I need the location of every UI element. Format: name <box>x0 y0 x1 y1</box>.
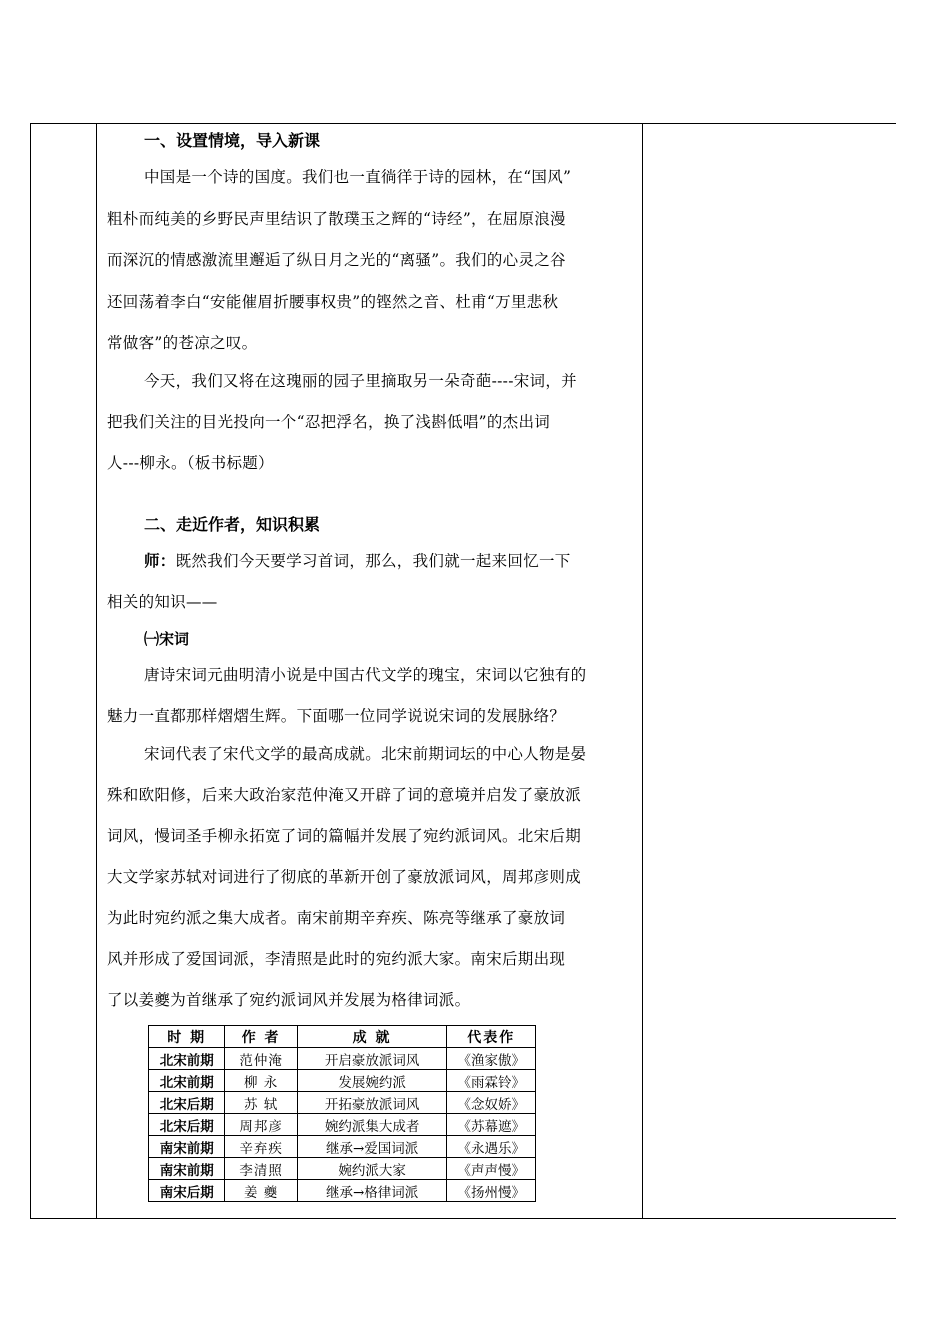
para2-line: 殊和欧阳修，后来大政治家范仲淹又开辟了词的意境并启发了豪放派 <box>107 786 582 804</box>
table-header-cell: 成 就 <box>297 1026 447 1048</box>
table-header-cell: 作 者 <box>225 1026 297 1048</box>
frame-column-divider-2 <box>642 123 643 1219</box>
table-row <box>149 1180 536 1202</box>
teacher-line <box>144 549 571 571</box>
achievement-cell: 发展婉约派 <box>297 1070 447 1092</box>
para2-line: 宋词代表了宋代文学的最高成就。北宋前期词坛的中心人物是晏 <box>144 745 587 763</box>
frame-left-border <box>30 123 31 1219</box>
section1-line: 还回荡着李白“安能催眉折腰事权贵”的铿然之音、杜甫“万里悲秋 <box>107 293 559 311</box>
table-header-cell: 代表作 <box>447 1026 536 1048</box>
teacher-label: 师： <box>144 552 176 570</box>
frame-top-border <box>30 123 896 124</box>
table-header-row <box>149 1026 536 1048</box>
table-row <box>149 1158 536 1180</box>
work-cell: 《声声慢》 <box>447 1158 536 1180</box>
para2-line: 词风，慢词圣手柳永拓宽了词的篇幅并发展了宛约派词风。北宋后期 <box>107 827 582 845</box>
author-cell: 柳 永 <box>225 1070 297 1092</box>
para2-line: 风并形成了爱国词派，李清照是此时的宛约派大家。南宋后期出现 <box>107 950 566 968</box>
para2-line: 为此时宛约派之集大成者。南宋前期辛弃疾、陈亮等继承了豪放词 <box>107 909 566 927</box>
author-cell: 姜 夔 <box>225 1180 297 1202</box>
period-cell: 南宋前期 <box>149 1136 225 1158</box>
section1-heading: 一、设置情境，导入新课 <box>144 131 321 150</box>
author-cell: 辛弃疾 <box>225 1136 297 1158</box>
work-cell: 《永遇乐》 <box>447 1136 536 1158</box>
achievement-cell: 继承→格律词派 <box>297 1180 447 1202</box>
section2-heading: 二、走近作者，知识积累 <box>144 515 321 534</box>
table-row <box>149 1092 536 1114</box>
work-cell: 《渔家傲》 <box>447 1048 536 1070</box>
sub-heading-song-ci: ㈠宋词 <box>144 630 190 648</box>
period-cell: 南宋后期 <box>149 1180 225 1202</box>
work-cell: 《苏幕遮》 <box>447 1114 536 1136</box>
table-row <box>149 1136 536 1158</box>
section1-line: 把我们关注的目光投向一个“忍把浮名，换了浅斟低唱”的杰出词 <box>107 413 551 431</box>
section1-line: 常做客”的苍凉之叹。 <box>107 334 258 352</box>
teacher-text: 既然我们今天要学习首词，那么，我们就一起来回忆一下 <box>175 552 571 570</box>
work-cell: 《雨霖铃》 <box>447 1070 536 1092</box>
author-cell: 李清照 <box>225 1158 297 1180</box>
para1-line: 魅力一直都那样熠熠生辉。下面哪一位同学说说宋词的发展脉络？ <box>107 707 566 725</box>
song-ci-poets-table <box>148 1025 536 1202</box>
period-cell: 南宋前期 <box>149 1158 225 1180</box>
achievement-cell: 开拓豪放派词风 <box>297 1092 447 1114</box>
section1-line: 今天，我们又将在这瑰丽的园子里摘取另一朵奇葩----宋词，并 <box>144 372 577 390</box>
para2-line: 了以姜夔为首继承了宛约派词风并发展为格律词派。 <box>107 991 471 1009</box>
section1-line: 人---柳永。（板书标题） <box>107 454 274 472</box>
work-cell: 《扬州慢》 <box>447 1180 536 1202</box>
section2-line: 相关的知识—— <box>107 593 218 611</box>
table-row <box>149 1070 536 1092</box>
period-cell: 北宋后期 <box>149 1092 225 1114</box>
author-cell: 范仲淹 <box>225 1048 297 1070</box>
para2-line: 大文学家苏轼对词进行了彻底的革新开创了豪放派词风，周邦彦则成 <box>107 868 582 886</box>
achievement-cell: 婉约派集大成者 <box>297 1114 447 1136</box>
author-cell: 周邦彦 <box>225 1114 297 1136</box>
para1-line: 唐诗宋词元曲明清小说是中国古代文学的瑰宝，宋词以它独有的 <box>144 666 587 684</box>
table-header-cell: 时 期 <box>149 1026 225 1048</box>
section1-line: 粗朴而纯美的乡野民声里结识了散璞玉之辉的“诗经”，在屈原浪漫 <box>107 210 566 228</box>
author-cell: 苏 轼 <box>225 1092 297 1114</box>
section1-line: 中国是一个诗的国度。我们也一直徜徉于诗的园林，在“国风” <box>144 168 572 186</box>
achievement-cell: 婉约派大家 <box>297 1158 447 1180</box>
section1-line: 而深沉的情感激流里邂逅了纵日月之光的“离骚”。我们的心灵之谷 <box>107 251 566 269</box>
period-cell: 北宋前期 <box>149 1070 225 1092</box>
frame-column-divider-1 <box>96 123 97 1219</box>
work-cell: 《念奴娇》 <box>447 1092 536 1114</box>
achievement-cell: 继承→爱国词派 <box>297 1136 447 1158</box>
table-row <box>149 1114 536 1136</box>
frame-bottom-border <box>30 1218 896 1219</box>
achievement-cell: 开启豪放派词风 <box>297 1048 447 1070</box>
period-cell: 北宋后期 <box>149 1114 225 1136</box>
table-row <box>149 1048 536 1070</box>
period-cell: 北宋前期 <box>149 1048 225 1070</box>
